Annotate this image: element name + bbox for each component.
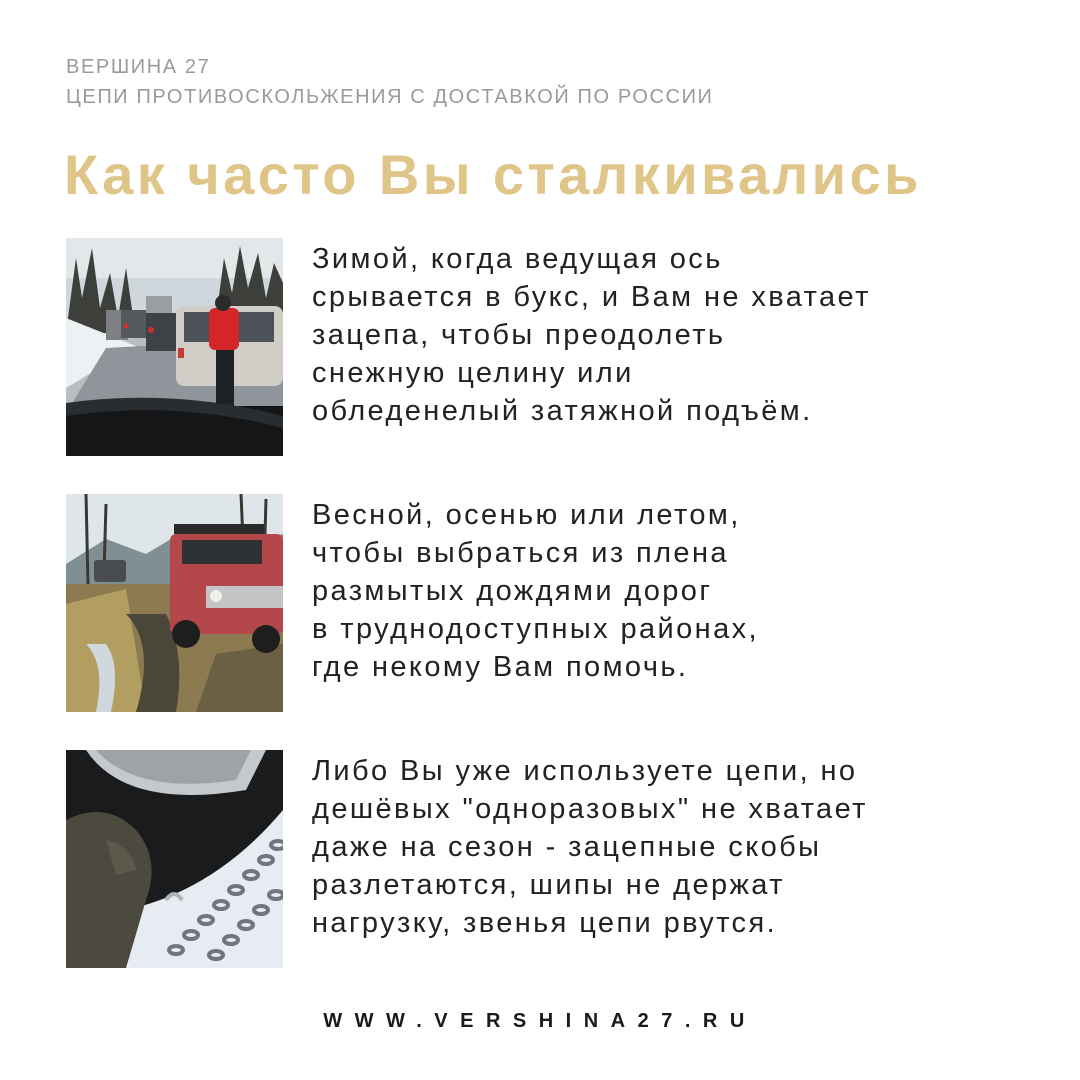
page-title: Как часто Вы сталкивались xyxy=(64,143,922,206)
brand-name: ВЕРШИНА 27 xyxy=(66,56,211,78)
text-line: зацепа, чтобы преодолеть xyxy=(312,319,726,351)
scenario-winter xyxy=(66,238,1026,456)
brand-block xyxy=(66,52,714,112)
text-line: в труднодоступных районах, xyxy=(312,613,759,645)
winter-road-photo xyxy=(66,238,283,456)
text-line: срывается в букс, и Вам не хватает xyxy=(312,281,871,313)
brand-tagline: ЦЕПИ ПРОТИВОСКОЛЬЖЕНИЯ С ДОСТАВКОЙ ПО РОССИИ xyxy=(66,86,714,108)
scenario-winter-text xyxy=(312,240,1012,430)
text-line: Зимой, когда ведущая ось xyxy=(312,243,723,275)
text-line: разлетаются, шипы не держат xyxy=(312,869,785,901)
text-line: где некому Вам помочь. xyxy=(312,651,689,683)
text-line: снежную целину или xyxy=(312,357,634,389)
text-line: размытых дождями дорог xyxy=(312,575,713,607)
mud-offroad-photo xyxy=(66,494,283,712)
text-line: Либо Вы уже используете цепи, но xyxy=(312,755,858,787)
text-line: нагрузку, звенья цепи рвутся. xyxy=(312,907,778,939)
scenario-chains-text xyxy=(312,752,1012,942)
scenario-mud-text xyxy=(312,496,1012,686)
scenario-chains xyxy=(66,750,1026,968)
text-line: даже на сезон - зацепные скобы xyxy=(312,831,822,863)
text-line: Весной, осенью или летом, xyxy=(312,499,741,531)
text-line: дешёвых "одноразовых" не хватает xyxy=(312,793,868,825)
scenario-mud xyxy=(66,494,1026,712)
text-line: обледенелый затяжной подъём. xyxy=(312,395,813,427)
website-link[interactable]: WWW.VERSHINA27.RU xyxy=(323,1010,757,1032)
text-line: чтобы выбраться из плена xyxy=(312,537,729,569)
tire-chain-photo xyxy=(66,750,283,968)
